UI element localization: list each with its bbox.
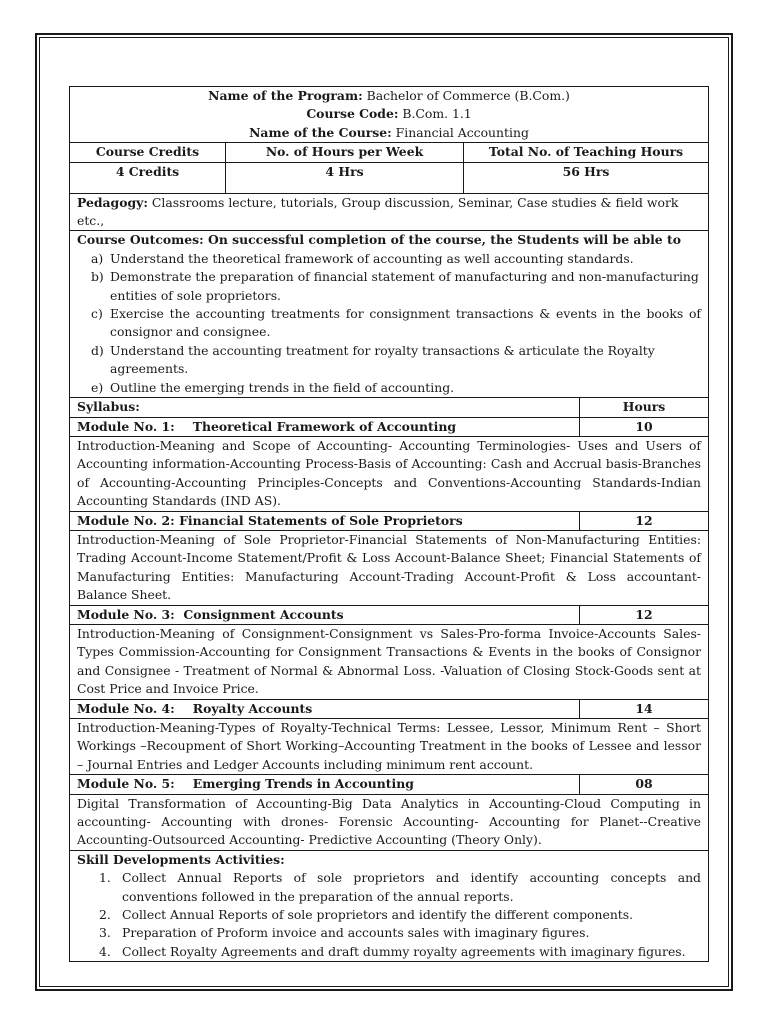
list-marker: c) [91,306,103,322]
course-outcomes-list [77,250,701,397]
list-item-text: Collect Annual Reports of sole proprietors and identify accounting concepts and conventions followed in the preparation of the annual reports. [122,870,701,904]
module-hours: 10 [635,418,653,434]
module-content: Introduction-Meaning and Scope of Accounting- Accounting Terminologies- Uses and Users of Accounting information-Accounting Process-Basis of Accounting: Cash and Accrual basis-Branches of Accounting-Accounting Principles-Concepts and Conventions-Accounting Standards-Indian Accounting Standards (IND AS). [70,437,708,512]
program-label: Name of the Program: [208,88,363,103]
credits-header-row [70,143,708,162]
course-code-line [77,105,701,123]
module-title: Royalty Accounts [192,700,313,716]
course-code-value: B.Com. 1.1 [402,106,472,122]
hours-column-label: Hours [622,399,666,415]
module-content: Introduction-Meaning-Types of Royalty-Technical Terms: Lessee, Lessor, Minimum Rent – Short Workings –Recoupment of Short Working–Accounting Treatment in the books of Lessee and lessor – Journal Entries and Ledger Accounts including minimum rent account. [70,719,708,775]
list-item-text: Understand the theoretical framework of accounting as well accounting standards. [110,250,634,266]
list-item [77,250,701,268]
course-outcomes-section [70,231,708,398]
credits-header-hours-per-week: No. of Hours per Week [226,143,464,161]
list-item [77,305,701,342]
list-marker: 4. [99,943,111,959]
list-item [77,943,701,961]
course-name-value: Financial Accounting [395,124,529,140]
skill-development-list [77,869,701,961]
list-item [77,906,701,924]
list-marker: a) [91,250,104,266]
module-title: Financial Statements of Sole Proprietors [179,512,463,528]
module-title: Emerging Trends in Accounting [192,776,414,792]
list-item [77,869,701,906]
program-line [77,87,701,105]
module-hours: 08 [635,776,653,792]
list-item-text: Understand the accounting treatment for royalty transactions & articulate the Royalty agreements. [110,342,655,377]
module-title-cell [70,700,580,718]
module-heading-row [70,700,708,719]
pedagogy-section [70,194,708,232]
course-header [70,87,708,143]
module-title-cell [70,606,580,624]
list-marker: b) [91,269,104,285]
list-item-text: Exercise the accounting treatments for consignment transactions & events in the books of consignor and consignee. [110,306,701,340]
course-name-label: Name of the Course: [249,124,392,140]
course-code-label: Course Code: [306,106,399,122]
module-title-cell [70,512,580,530]
list-item [77,379,701,397]
course-name-line [77,124,701,142]
list-marker: d) [91,342,104,358]
program-value: Bachelor of Commerce (B.Com.) [366,88,570,103]
list-item [77,342,701,379]
pedagogy-label: Pedagogy: [77,194,148,210]
module-title: Consignment Accounts [183,606,344,622]
list-item-text: Collect Royalty Agreements and draft dummy royalty agreements with imaginary figures. [122,943,686,959]
module-heading-row [70,606,708,625]
module-heading-row [70,418,708,437]
list-marker: 2. [99,907,111,923]
list-marker: 1. [99,870,111,886]
module-number: Module No. 4: [77,700,175,716]
module-title-cell [70,775,580,793]
credits-value-row [70,163,708,193]
module-content: Introduction-Meaning of Consignment-Consignment vs Sales-Pro-forma Invoice-Accounts Sales-Types Commission-Accounting for Consignment Transactions & Events in the books of Consignor and Consignee - Treatment of Normal & Abnormal Loss. -Valuation of Closing Stock-Goods sent at Cost Price and Invoice Price. [70,625,708,700]
list-item-text: Demonstrate the preparation of financial statement of manufacturing and non-manufacturing entities of sole proprietors. [110,269,699,303]
module-number: Module No. 3: [77,606,175,622]
module-number: Module No. 5: [77,776,175,792]
credits-value-total-hours: 56 Hrs [562,163,610,179]
list-item [77,924,701,942]
credits-header-total-hours: Total No. of Teaching Hours [488,144,684,160]
course-outcomes-heading: Course Outcomes: On successful completion of the course, the Students will be able to [77,232,681,248]
syllabus-table [69,86,709,962]
module-content: Digital Transformation of Accounting-Big Data Analytics in Accounting-Cloud Computing in accounting- Accounting with drones- Forensic Accounting- Accounting for Planet--Creative Accounting-Outsourced Accounting- Predictive Accounting (Theory Only). [70,795,708,851]
list-item-text: Outline the emerging trends in the field of accounting. [110,379,455,395]
module-heading-row [70,512,708,531]
module-content: Introduction-Meaning of Sole Proprietor-Financial Statements of Non-Manufacturing Entities: Trading Account-Income Statement/Profit & Loss Account-Balance Sheet; Financial Statements of Manufacturing Entities: Manufacturing Account-Trading Account-Profit & Loss accountant- Balance Sheet. [70,531,708,606]
credits-table [70,143,708,193]
list-item-text: Preparation of Proform invoice and accounts sales with imaginary figures. [122,925,590,941]
pedagogy-text: Classrooms lecture, tutorials, Group discussion, Seminar, Case studies & field work etc., [77,194,679,229]
syllabus-heading-row [70,398,708,417]
list-item [77,268,701,305]
module-number: Module No. 1: [77,418,175,434]
credits-value-course-credits: 4 Credits [70,163,226,193]
module-hours: 12 [635,606,653,622]
module-heading-row [70,775,708,794]
module-title: Theoretical Framework of Accounting [192,418,457,434]
credits-header-course-credits: Course Credits [70,143,226,161]
module-hours: 14 [635,700,653,716]
skill-development-section [70,851,708,961]
list-item-text: Collect Annual Reports of sole proprietors and identify the different components. [122,907,634,923]
skill-development-heading: Skill Developments Activities: [77,851,285,867]
module-title-cell [70,418,580,436]
credits-value-hours-per-week: 4 Hrs [226,163,464,193]
module-hours: 12 [635,512,653,528]
list-marker: e) [91,379,104,395]
syllabus-label: Syllabus: [70,398,580,416]
list-marker: 3. [99,925,111,941]
module-number: Module No. 2: [77,512,175,528]
